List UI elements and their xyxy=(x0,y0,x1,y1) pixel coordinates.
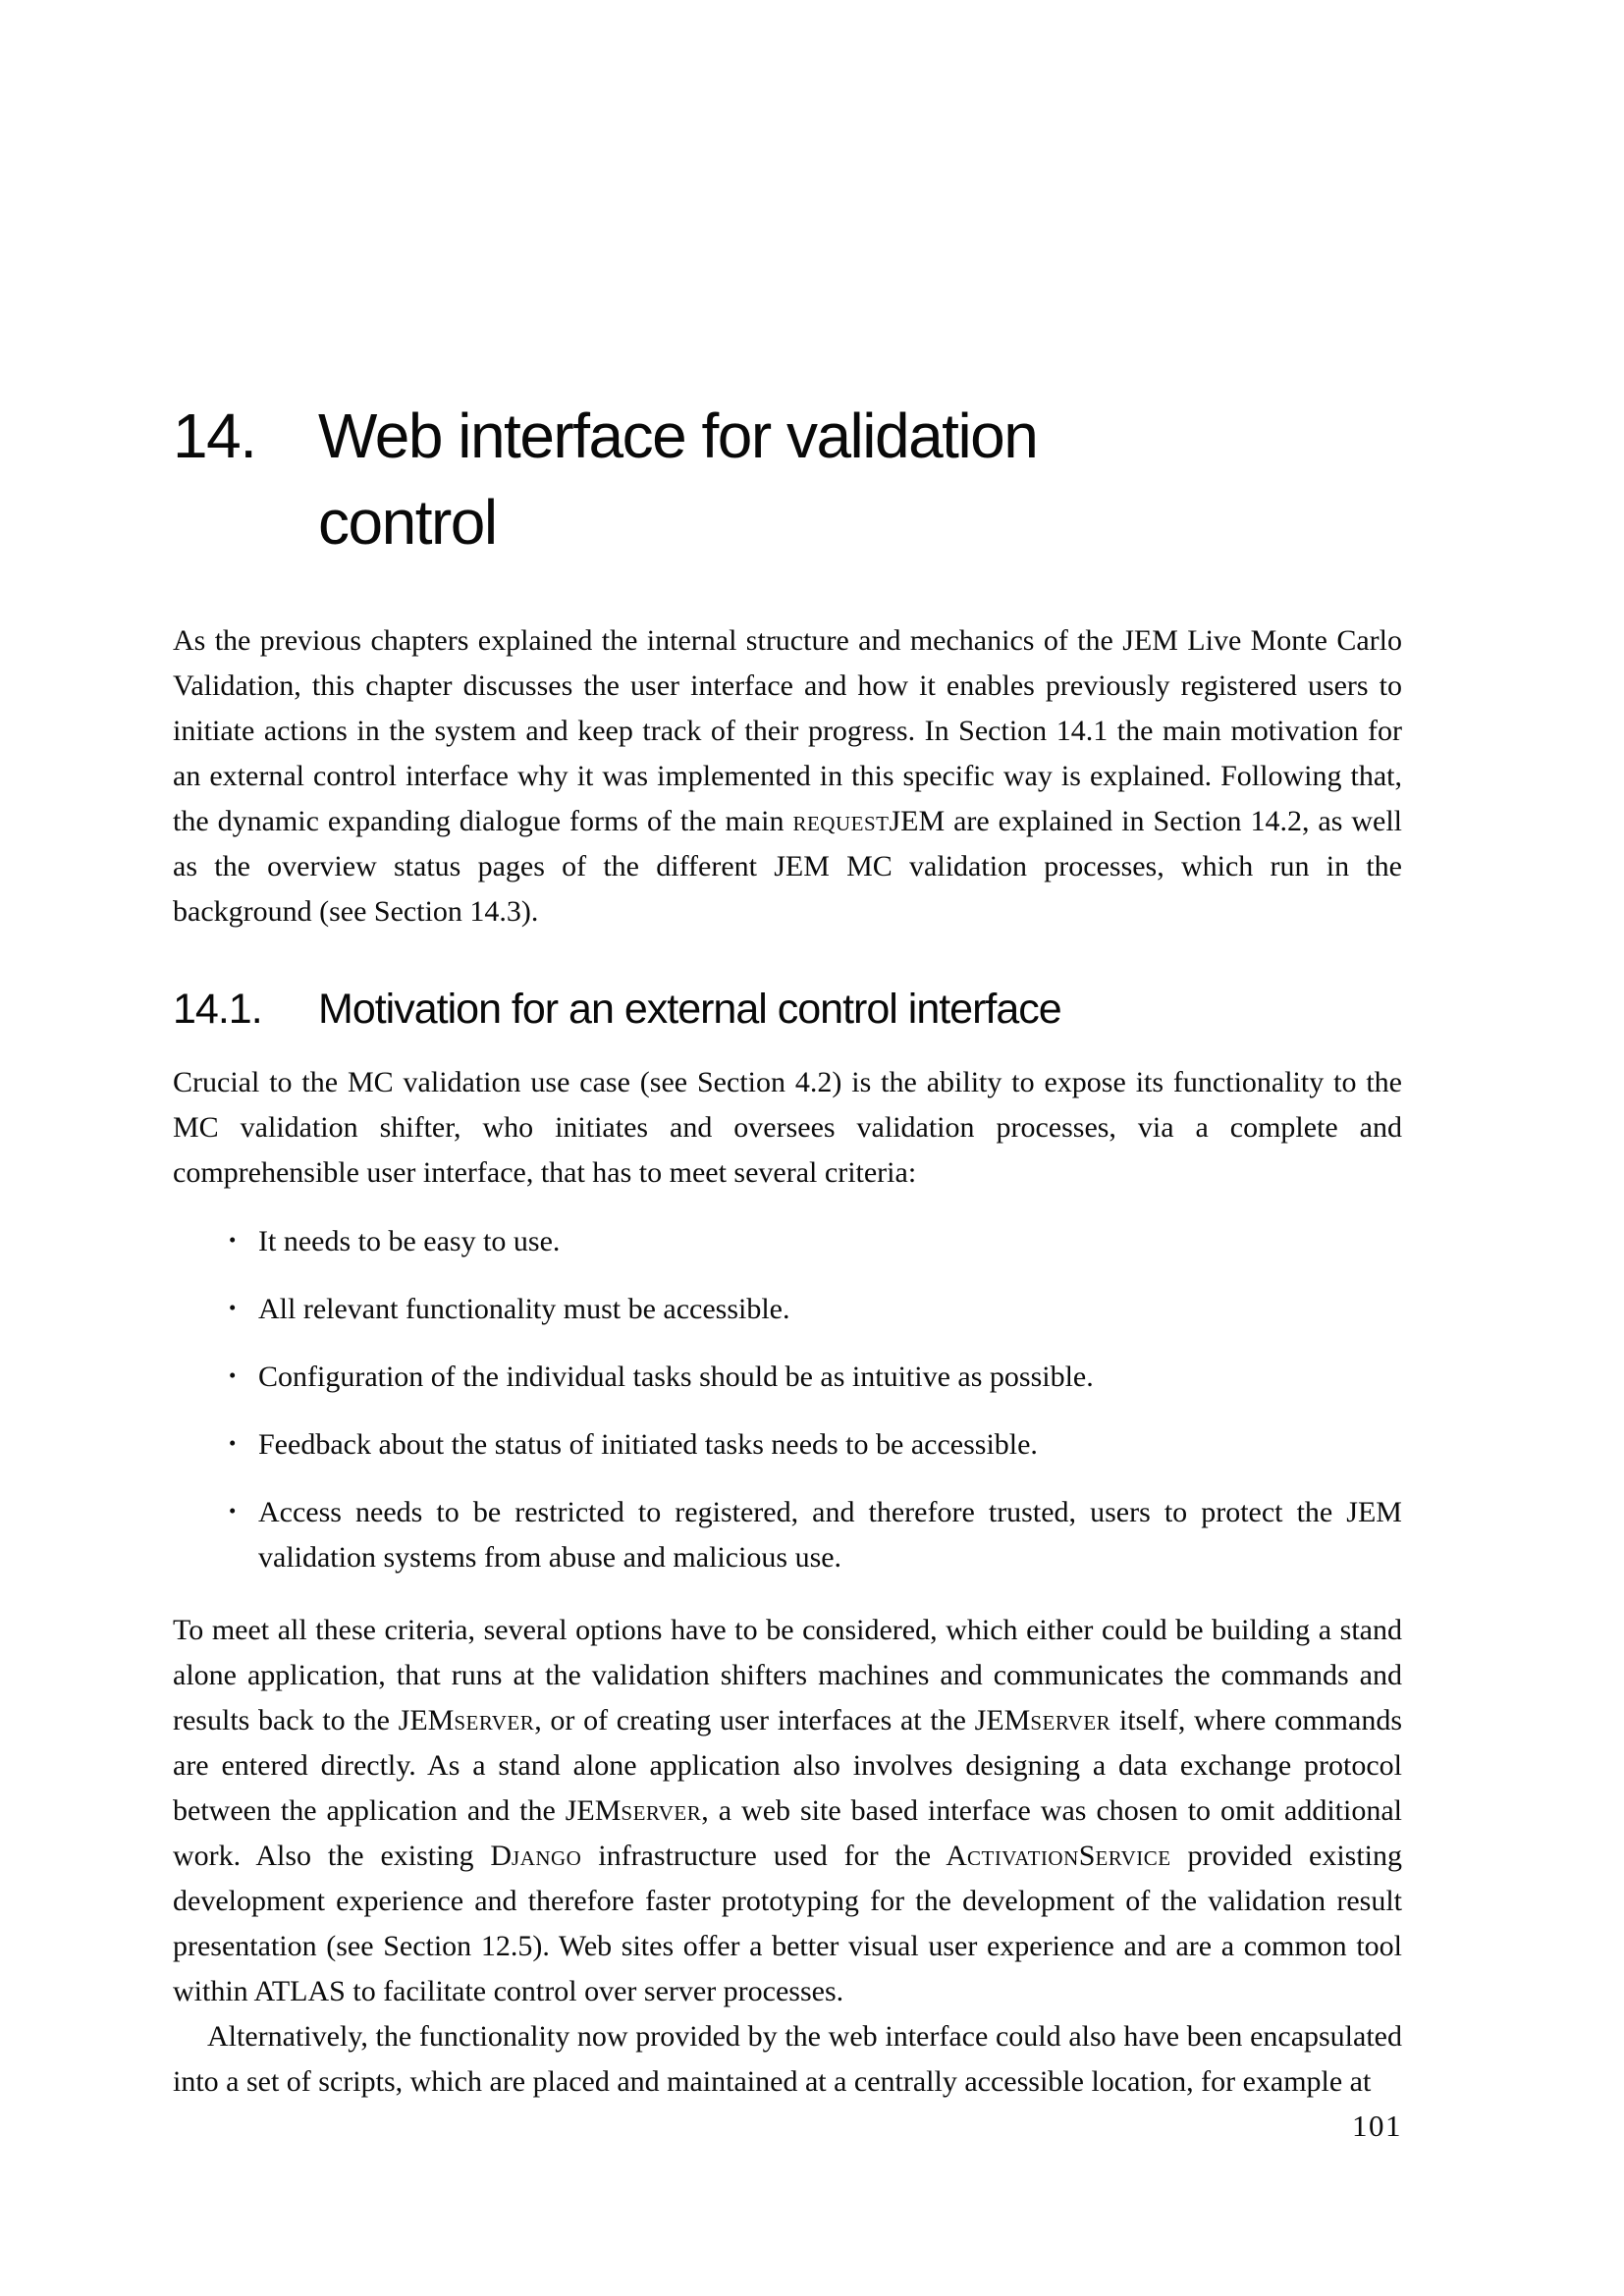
page-number: 101 xyxy=(1352,2109,1402,2143)
smallcaps-term: request xyxy=(792,805,890,837)
list-item xyxy=(173,1490,1402,1580)
chapter-title xyxy=(318,393,1037,565)
list-item-text: Configuration of the individual tasks should be as intuitive as possible. xyxy=(258,1361,1094,1393)
text-segment: As the previous chapters explained the internal structure and mechanics of the JEM Live Monte Carlo Validation, this chapter discusses the user interface and how it enables previously registered users to initiate actions in the system and keep track of their progress. In Section 14.1 the main motivation for an external control interface why it was implemented in this specific way is explained. Following that, the dynamic expanding dialogue forms of the main xyxy=(173,624,1402,837)
smallcaps-term: server xyxy=(454,1704,535,1736)
smallcaps-term: ctivation xyxy=(966,1840,1079,1872)
smallcaps-term: ervice xyxy=(1095,1840,1171,1872)
paragraph-intro xyxy=(173,618,1402,934)
paragraph-crucial: Crucial to the MC validation use case (see Section 4.2) is the ability to expose its functionality to the MC validation shifter, who initiates and oversees validation processes, via a complete and comprehensible user interface, that has to meet several criteria: xyxy=(173,1066,1402,1189)
chapter-title-line-2: control xyxy=(318,487,497,558)
text-segment: To meet all these criteria, several options have to be considered, which either could be building a stand alone application, that runs at the validation shifters machines and communicates the commands and results back to the JEM xyxy=(173,1614,1402,1736)
list-item-text: It needs to be easy to use. xyxy=(258,1225,561,1257)
smallcaps-term: jango xyxy=(512,1840,582,1872)
paragraph-alternatively: Alternatively, the functionality now provided by the web interface could also have been encapsulated into a set of scripts, which are placed and maintained at a centrally accessible location, for example at xyxy=(173,2020,1402,2098)
section-heading xyxy=(173,984,1402,1035)
chapter-title-line-1: Web interface for validation xyxy=(318,400,1038,471)
chapter-heading xyxy=(173,393,1402,565)
text-segment: provided existing development experience and therefore faster prototyping for the development of the validation result presentation (see Section 12.5). Web sites offer a better visual user experience and are a common tool within ATLAS to facilitate control over server processes. xyxy=(173,1840,1403,2007)
text-segment: , or of creating user interfaces at the JEM xyxy=(534,1704,1031,1736)
chapter-number: 14. xyxy=(173,400,256,471)
list-item xyxy=(173,1422,1402,1468)
list-item-text: All relevant functionality must be accessible. xyxy=(258,1293,790,1325)
bullet-icon: • xyxy=(229,1228,237,1252)
bullet-icon: • xyxy=(229,1296,237,1319)
text-segment: S xyxy=(1078,1840,1096,1872)
bullet-icon: • xyxy=(229,1363,237,1387)
paragraph-options xyxy=(173,1608,1402,2014)
list-item-text: Feedback about the status of initiated tasks needs to be accessible. xyxy=(258,1428,1038,1461)
list-item xyxy=(173,1287,1402,1332)
criteria-list xyxy=(173,1219,1402,1580)
section-title: Motivation for an external control interface xyxy=(318,986,1061,1033)
text-segment: JEM are explained in Section 14.2, as well as the overview status pages of the different JEM MC validation processes, which run in the background (see Section 14.3). xyxy=(173,805,1402,928)
bullet-icon: • xyxy=(229,1499,237,1522)
bullet-icon: • xyxy=(229,1431,237,1455)
list-item xyxy=(173,1219,1402,1264)
list-item-text: Access needs to be restricted to registered, and therefore trusted, users to protect the JEM validation systems from abuse and malicious use. xyxy=(258,1496,1402,1574)
text-segment: infrastructure used for the A xyxy=(581,1840,967,1872)
smallcaps-term: server xyxy=(1030,1704,1111,1736)
section-number: 14.1. xyxy=(173,986,262,1033)
text-segment: , a web site based interface was chosen to omit additional work. Also the existing D xyxy=(173,1794,1402,1872)
smallcaps-term: server xyxy=(621,1794,702,1827)
text-segment: itself, where commands are entered directly. As a stand alone application also involves designing a data exchange protocol between the application and the JEM xyxy=(173,1704,1402,1827)
list-item xyxy=(173,1355,1402,1400)
page-content xyxy=(173,0,1402,2105)
